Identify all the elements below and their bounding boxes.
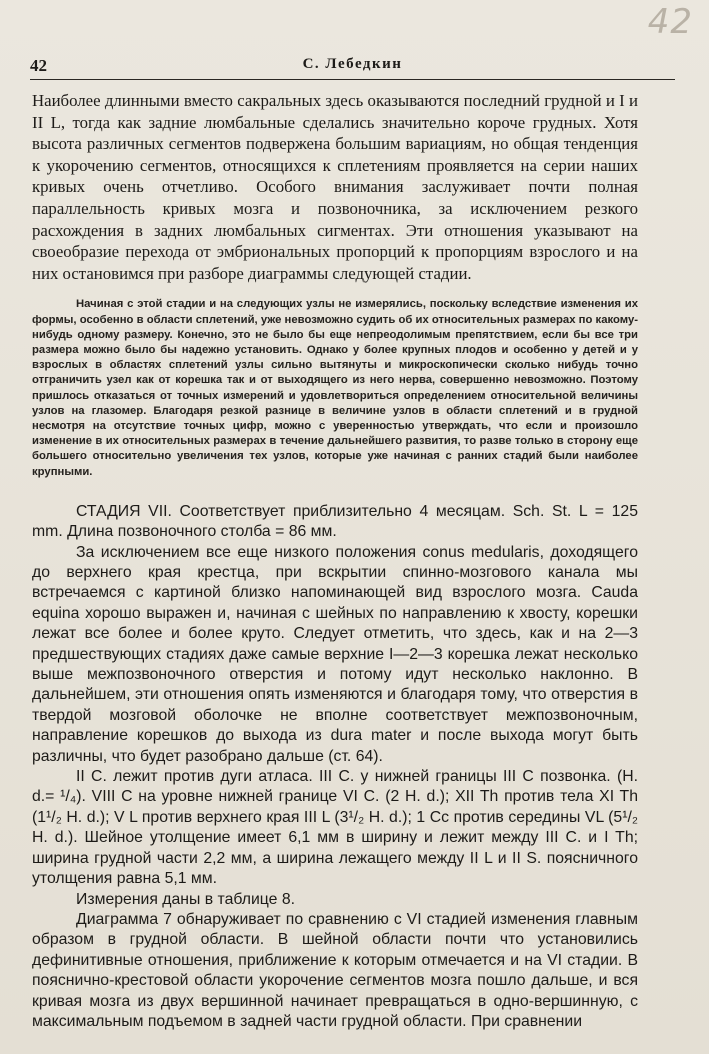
page-body: [32, 90, 638, 1032]
header-rule: [30, 79, 675, 80]
paragraph-table-reference: Измерения даны в таблице 8.: [76, 890, 295, 908]
paragraph-diagram-comparison: Диаграмма 7 обнаруживает по сравнению с VI стадией изменения главным образом в грудной области. В шейной области почти что установились дефинитивные отношения, приближение к которым отмечается и на VI стадии. В пояснично-крестовой области укорочение сегментов мозга пошло дальше, и вся кривая мозга из двух вершинной начинает превращаться в одно-вершинную, с максимальным подъемом в задней части грудной области. При сравнении: [32, 910, 638, 1030]
stage-vii-heading: СТАДИЯ VII. Соответствует приблизительно 4 месяцам. Sch. St. L = 125 mm. Длина позвоночного столба = 86 мм.: [32, 502, 638, 541]
page-header: [30, 56, 675, 78]
paragraph-stage-description: За исключением все еще низкого положения conus medularis, доходящего до верхнего края крестца, при вскрытии спинно-мозгового канала мы встречаемся с картиной близко напоминающей вид взрослого мозга. Cauda equina хорошо выражен и, начиная с шейных по направлению к хвосту, корешки лежат все более и более круто. Следует отметить, что здесь, как и на 2—3 предшествующих стадиях даже самые верхние I—2—3 корешка лежат несколько выше межпозвоночного отверстия и потому идут несколько наклонно. В дальнейшем, эти отношения опять изменяются и благодаря тому, что отверстия в твердой мозговой оболочке не вполне соответствует межпозвоночным, направление корешков до выхода из dura mater и после выхода могут быть различны, что будет разобрано дальше (ст. 64).: [32, 543, 638, 765]
handwritten-page-mark: 42: [647, 2, 693, 42]
paragraph-continuation: Наиболее длинными вместо сакральных здесь оказываются последний грудной и I и II L, тогда как задние люмбальные сделались значительно короче грудных. Хотя высота различных сегментов подвержена большим вариациям, но общая тенденция к укорочению сегментов, относящихся к сплетениям проявляется на серии наших кривых очень отчетливо. Особого внимания заслуживает почти полная параллельность кривых мозга и позвоночника, за исключением резкого расхождения в задних люмбальных сигментах. Эти отношения указывают на своеобразие перехода от эмбриональных пропорций к пропорциям взрослого и на них остановимся при разборе диаграммы следующей стадии.: [32, 91, 638, 283]
paragraph-footnote-small: Начиная с этой стадии и на следующих узлы не измерялись, поскольку вследствие изменения их формы, особенно в области сплетений, уже невозможно судить об их относительных размерах по какому-нибудь одному размеру. Конечно, это не было бы еще непреодолимым препятствием, если бы все три размера можно было бы надежно установить. Однако у более крупных плодов и особенно у детей и у взрослых в областях сплетений узлы сильно вытянуты и микроскопически сколько нибудь точно отграничить узел как от корешка так и от выходящего из него нерва, совершенно невозможно. Поэтому пришлось отказаться от точных измерений и удовлетвориться определением относительной величины узлов на глазомер. Благодаря резкой разнице в величине узлов в области сплетений и в грудной несмотря на отсутствие точных цифр, можно с уверенностью утверждать, что если и произошло изменение в их относительных размерах в течение дальнейшего развития, то разве только в сторону еще большего относительно увеличения тех узлов, которые уже начиная с ранних стадий были наиболее крупными.: [32, 298, 638, 478]
page-number: 42: [30, 56, 47, 75]
paragraph-segment-positions: II С. лежит против дуги атласа. III С. у нижней границы III С позвонка. (H. d.= ¹/₄). VIII С на уровне нижней границе VI С. (2 H. d.); XII Th против тела XI Th (1¹/₂ H. d.); V L против верхнего края III L (3¹/₂ H. d.); 1 Сс против середины VL (5¹/₂ H. d.). Шейное утолщение имеет 6,1 мм в ширину и лежит между III С. и I Th; ширина грудной части 2,2 мм, а ширина лежащего между II L и II S. поясничного утолщения равна 5,1 мм.: [32, 768, 638, 888]
running-head-author: С. Лебедкин: [302, 56, 403, 72]
